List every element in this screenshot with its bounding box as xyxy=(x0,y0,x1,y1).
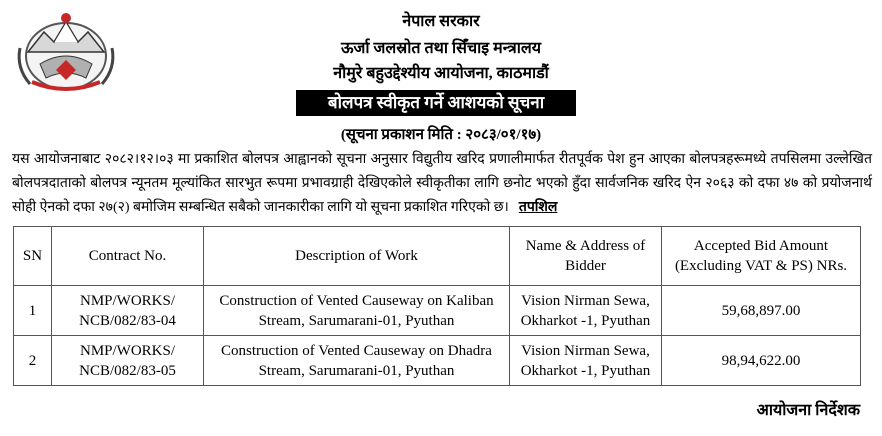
cell-description: Construction of Vented Causeway on Dhadra Stream, Sarumarani-01, Pyuthan xyxy=(204,336,510,386)
cell-bidder: Vision Nirman Sewa, Okharkot -1, Pyuthan xyxy=(510,286,662,336)
header-contract-no: Contract No. xyxy=(52,227,204,286)
cell-contract-no: NMP/WORKS/ NCB/082/83-04 xyxy=(52,286,204,336)
table-header-row xyxy=(14,227,861,286)
header-bid-amount: Accepted Bid Amount (Excluding VAT & PS) NRs. xyxy=(662,227,861,286)
details-label: तपशिल xyxy=(518,200,558,215)
notice-body-text: यस आयोजनाबाट २०८२।१२।०३ मा प्रकाशित बोलपत्र आह्वानको सूचना अनुसार विद्युतीय खरिद प्रणालीमार्फत रीतपूर्वक पेश हुन आएका बोलपत्रहरूमध्ये तपसिलमा उल्लेखित बोलपत्रदाताको बोलपत्र न्यूनतम मूल्यांकित सारभुत रूपमा प्रभावग्राही देखिएकोले स्वीकृतीका लागि छनोट भएको हुँदा सार्वजनिक खरिद ऐन २०६३ को दफा ४७ को प्रयोजनार्थ सोही ऐनको दफा २७(२) बमोजिम सम्बन्धित सबैको जानकारीका लागि यो सूचना प्रकाशित गरिएको छ। xyxy=(12,152,872,215)
signatory-title: आयोजना निर्देशक xyxy=(756,402,860,419)
header-sn: SN xyxy=(14,227,52,286)
table-row xyxy=(14,336,861,386)
cell-bidder: Vision Nirman Sewa, Okharkot -1, Pyuthan xyxy=(510,336,662,386)
table-row xyxy=(14,286,861,336)
cell-bid-amount: 59,68,897.00 xyxy=(662,286,861,336)
cell-description: Construction of Vented Causeway on Kaliban Stream, Sarumarani-01, Pyuthan xyxy=(204,286,510,336)
header-description: Description of Work xyxy=(204,227,510,286)
header-bidder: Name & Address of Bidder xyxy=(510,227,662,286)
cell-contract-no: NMP/WORKS/ NCB/082/83-05 xyxy=(52,336,204,386)
cell-bid-amount: 98,94,622.00 xyxy=(662,336,861,386)
ministry-name: ऊर्जा जलस्रोत तथा सिँचाइ मन्त्रालय xyxy=(340,40,542,57)
notice-body xyxy=(12,148,872,220)
cell-sn: 2 xyxy=(14,336,52,386)
bid-table xyxy=(13,226,861,386)
government-name: नेपाल सरकार xyxy=(402,13,480,30)
project-name: नौमुरे बहुउद्देश्यीय आयोजना, काठमाडौं xyxy=(333,65,549,82)
notice-title: बोलपत्र स्वीकृत गर्ने आशयको सूचना xyxy=(296,90,576,116)
cell-sn: 1 xyxy=(14,286,52,336)
publication-date: (सूचना प्रकाशन मिति : २०८३/०१/१७) xyxy=(340,127,542,143)
